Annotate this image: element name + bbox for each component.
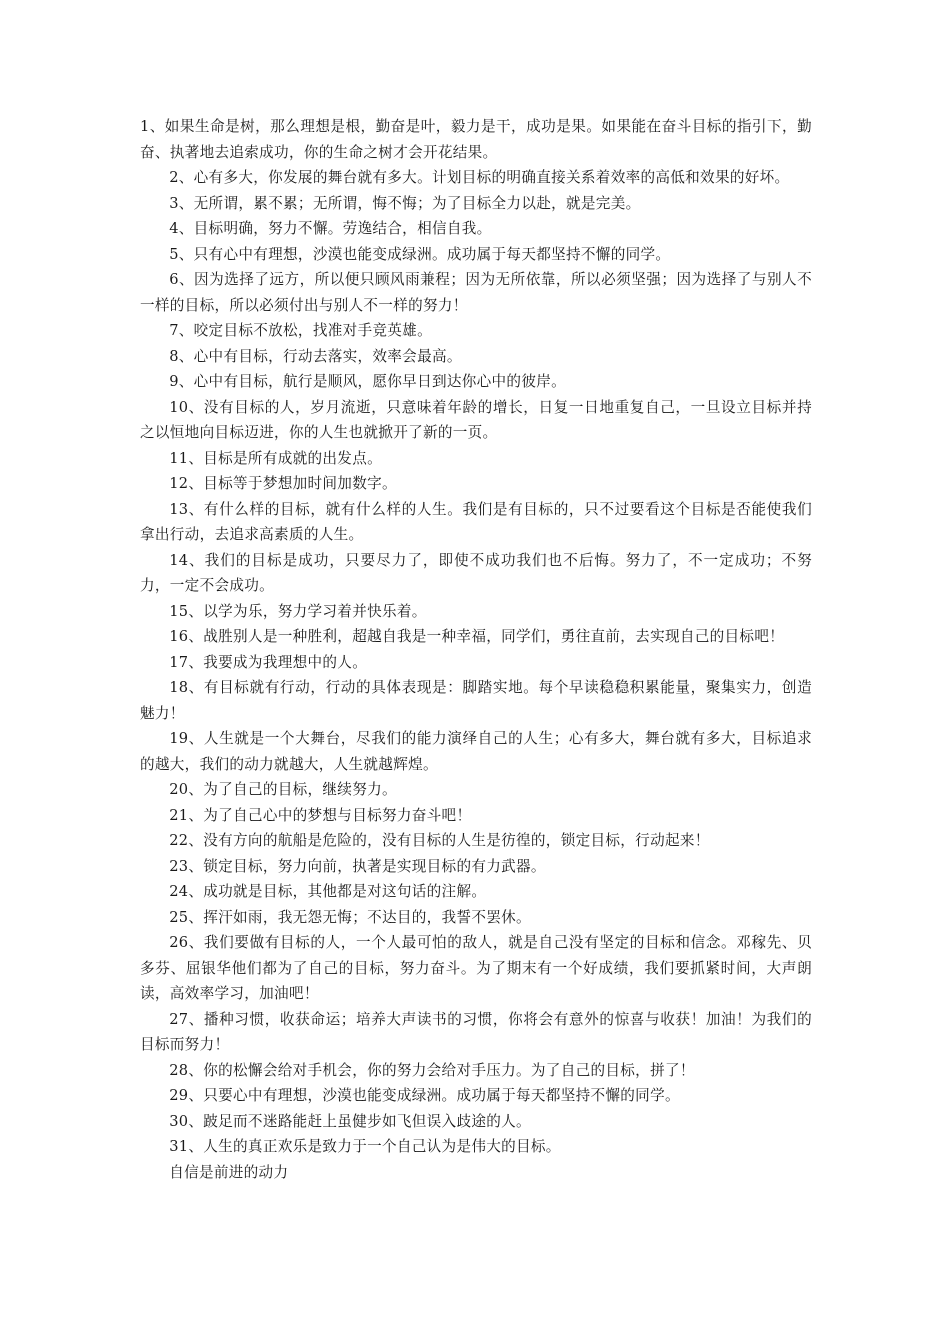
list-item: 27、播种习惯，收获命运；培养大声读书的习惯，你将会有意外的惊喜与收获！加油！为我们的目标而努力！ xyxy=(140,1010,812,1053)
closing-heading: 自信是前进的动力 xyxy=(169,1163,289,1181)
list-item: 20、为了自己的目标，继续努力。 xyxy=(169,781,397,798)
list-item: 9、心中有目标，航行是顺风，愿你早日到达你心中的彼岸。 xyxy=(169,373,567,390)
list-item: 25、挥汗如雨，我无怨无悔；不达目的，我誓不罢休。 xyxy=(169,908,531,926)
list-item: 3、无所谓，累不累；无所谓，悔不悔；为了目标全力以赴，就是完美。 xyxy=(169,194,641,212)
list-item: 13、有什么样的目标，就有什么样的人生。我们是有目标的，只不过要看这个目标是否能使我们拿出行动，去追求高素质的人生。 xyxy=(140,500,812,543)
list-item: 4、目标明确，努力不懈。劳逸结合，相信自我。 xyxy=(169,220,492,237)
list-item: 7、咬定目标不放松，找准对手竞英雄。 xyxy=(169,322,432,339)
list-item: 26、我们要做有目标的人，一个人最可怕的敌人，就是自己没有坚定的目标和信念。邓稼先、贝多芬、屈银华他们都为了自己的目标，努力奋斗。为了期末有一个好成绩，我们要抓紧时间，大声朗读，高效率学习，加油吧！ xyxy=(140,934,812,1002)
list-item: 12、目标等于梦想加时间加数字。 xyxy=(169,475,397,492)
list-item: 11、目标是所有成就的出发点。 xyxy=(169,449,382,467)
list-item: 16、战胜别人是一种胜利，超越自我是一种幸福，同学们，勇往直前，去实现自己的目标吧！ xyxy=(169,628,785,645)
list-item: 17、我要成为我理想中的人。 xyxy=(169,653,368,671)
list-item: 24、成功就是目标，其他都是对这句话的注解。 xyxy=(169,883,487,900)
list-item: 15、以学为乐，努力学习着并快乐着。 xyxy=(169,602,427,620)
list-item: 22、没有方向的航船是危险的，没有目标的人生是彷徨的，锁定目标，行动起来！ xyxy=(169,832,710,849)
document-body xyxy=(140,114,812,1185)
list-item: 14、我们的目标是成功，只要尽力了，即使不成功我们也不后悔。努力了，不一定成功；不努力，一定不会成功。 xyxy=(140,551,812,594)
list-item: 21、为了自己心中的梦想与目标努力奋斗吧！ xyxy=(169,806,472,824)
list-item: 1、如果生命是树，那么理想是根，勤奋是叶，毅力是干，成功是果。如果能在奋斗目标的指引下，勤奋、执著地去追索成功，你的生命之树才会开花结果。 xyxy=(140,118,812,161)
list-item: 2、心有多大，你发展的舞台就有多大。计划目标的明确直接关系着效率的高低和效果的好坏。 xyxy=(169,169,790,186)
list-item: 31、人生的真正欢乐是致力于一个自己认为是伟大的目标。 xyxy=(169,1138,561,1155)
list-item: 28、你的松懈会给对手机会，你的努力会给对手压力。为了自己的目标，拼了！ xyxy=(169,1061,695,1079)
list-item: 6、因为选择了远方，所以便只顾风雨兼程；因为无所依靠，所以必须坚强；因为选择了与别人不一样的目标，所以必须付出与别人不一样的努力！ xyxy=(140,271,812,314)
list-item: 30、跛足而不迷路能赶上虽健步如飞但误入歧途的人。 xyxy=(169,1112,531,1130)
list-item: 23、锁定目标，努力向前，执著是实现目标的有力武器。 xyxy=(169,857,546,875)
list-item: 29、只要心中有理想，沙漠也能变成绿洲。成功属于每天都坚持不懈的同学。 xyxy=(169,1087,680,1104)
list-item: 5、只有心中有理想，沙漠也能变成绿洲。成功属于每天都坚持不懈的同学。 xyxy=(169,245,671,263)
list-item: 10、没有目标的人，岁月流逝，只意味着年龄的增长，日复一日地重复自己，一旦设立目标并持之以恒地向目标迈进，你的人生也就掀开了新的一页。 xyxy=(140,398,812,441)
list-item: 8、心中有目标，行动去落实，效率会最高。 xyxy=(169,347,462,365)
list-item: 18、有目标就有行动，行动的具体表现是：脚踏实地。每个早读稳稳积累能量，聚集实力，创造魅力！ xyxy=(140,679,812,722)
list-item: 19、人生就是一个大舞台，尽我们的能力演绎自己的人生；心有多大，舞台就有多大，目标追求的越大，我们的动力就越大，人生就越辉煌。 xyxy=(140,730,812,773)
